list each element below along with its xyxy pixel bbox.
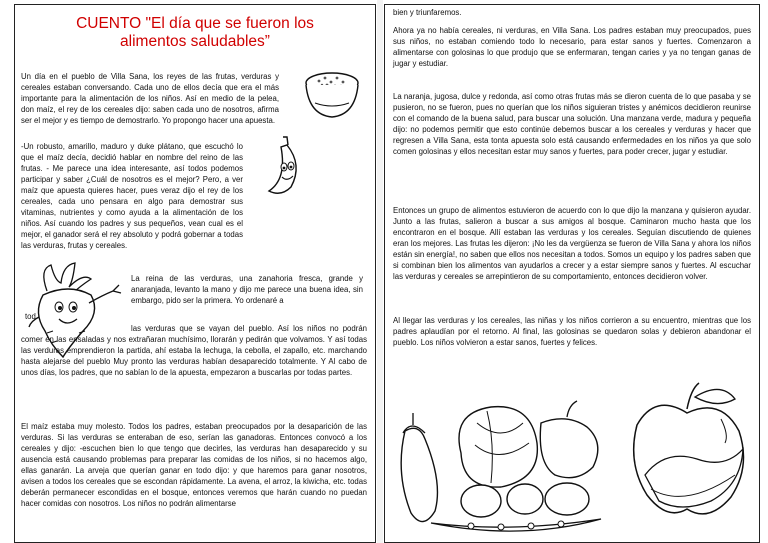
- story-title-line-2: alimentos saludables”: [120, 33, 270, 50]
- paragraph-1: Un día en el pueblo de Villa Sana, los reyes de las frutas, verduras y cereales estaban conversando. Cada uno de ellos decía que era el más importante para la alimentación de los niños. Así en medio de la pelea, don maíz, el rey de los cereales dijo: saben cada uno de nosotros, afirma ser el mejor y es tiempo de demostrarlo. Yo propongo hacer una apuesta.: [21, 72, 279, 125]
- paragraph-r4: Al llegar las verduras y los cereales, las niñas y los niños corrieron a su encuentro, mientras que los padres aplaudían por el retorno. Al final, las golosinas se quedaron solas y debieron abandonar el pueblo. Los niños volvieron a estar sanos, fuertes y felices.: [393, 316, 751, 347]
- banana-illustration: [251, 133, 311, 199]
- paragraph-r2: La naranja, jugosa, dulce y redonda, así como otras frutas más se dieron cuenta de lo que pasaba y se pusieron, no se fueron, pues no querían que los niños siguieran tristes y anémicos decidieron reunirse con el comando de la buena salud, para buscar una solución. Una manzana verde, madura y pequeña dijo: no podemos permitir que esto continúe debemos buscar a los cereales y verduras y hacer que regresen a Villa Sana, esta tonta apuesta solo está causando enfermedades en los niños ya que solo comen golosinas y ellos necesitan estar muy sanos y fuertes, para poder crecer, jugar y estudiar.: [393, 92, 751, 156]
- paragraph-r1: Ahora ya no había cereales, ni verduras, en Villa Sana. Los padres estaban muy preocupados, pues sus niños, no estaban comiendo todo lo necesario, para estar sanos y fuertes. Comenzaron a alimentarse con golosinas lo que produjo que se enfermaran, tengan caries y ya no tengan ganas de jugar y estudiar.: [393, 26, 751, 68]
- carrot-caption: tod: [25, 312, 36, 321]
- paragraph-r3: Entonces un grupo de alimentos estuvieron de acuerdo con lo que dijo la manzana y quisieron ayudar. Junto a las frutas, salieron a buscar a sus amigos al bosque. Caminaron mucho hasta que los encontraron en el bosque. Allí estaban las verduras y los cereales. Seguían discutiendo de quienes eran los mejores. Las frutas les dijeron: ¡No les da vergüenza se fueron de Villa Sana y ahora los niños están sin energía!, no saben que ellos nos necesitan a todos. Somos un equipo y los padres saben que si combinan bien los alimentos van ayudarlos a crecer y a estar siempre sanos y fuertes. Al escuchar las verduras y cereales se arrepintieron de su comportamiento, entonces decidieron volver.: [393, 206, 751, 281]
- vegetables-illustration: [391, 383, 613, 533]
- paragraph-r0: bien y triunfaremos.: [393, 8, 462, 17]
- story-title: [25, 15, 365, 51]
- page-gutter: [377, 0, 383, 543]
- story-title-line-1: CUENTO "El día que se fueron los: [76, 15, 314, 32]
- fruits-illustration: [625, 379, 755, 535]
- right-page: [384, 4, 760, 543]
- left-page: [14, 4, 376, 543]
- paragraph-3a: La reina de las verduras, una zanahoria fresca, grande y anaranjada, levanto la mano y dijo me parece una buena idea, sin embargo, pido ser la primera. Yo ordenaré a: [131, 274, 363, 305]
- paragraph-4: El maíz estaba muy molesto. Todos los padres, estaban preocupados por la desaparición de las verduras. Si las verduras se enteraban de eso, serían las ganadoras. Entonces convocó a los cereales y dijo: -escuchen bien lo que tengo que decirles, las verduras han desaparecido y su ausencia está causando problemas para preparar las comidas de los niños, si no hacemos algo, ellas ganarán. La arveja que querían ganar en todo dijo: y que haremos para ganar nosotros, avisen a todos los cereales que se escondan rápidamente. La avena, el arroz, la kiwicha, etc. todas deberán permanecer escondidas en el bosque, entonces veremos que harán cuando no puedan hacer comidas con nosotros. Los niños no podrán alimentarse: [21, 422, 367, 508]
- corn-bowl-illustration: [297, 63, 367, 129]
- paragraph-3b: las verduras que se vayan del pueblo. Así los niños no podrán comer en las ensaladas y nos extrañaran muchísimo, llorarán y pedirán que volvamos. Y así todas las verduras emprendieron la partida, ahí estaba la lechuga, la cebolla, el zapallo, etc. marchando hasta alejarse del pueblo Muy pronto las verduras habían desaparecido totalmente. Y Al cabo de unos días, los padres, que no sabían lo de la apuesta, empezaron a buscarlas por todas partes.: [21, 324, 367, 377]
- paragraph-2: -Un robusto, amarillo, maduro y duke plátano, que escuchó lo que el maíz decía, decidió hablar en nombre del reino de las frutas. - Me parece una idea interesante, así todos podemos participar y saber ¿Cuál de nosotros es el mejor? Pero, a ver maíz que apuesta quieres hacer, pues veraz dijo el rey de los cereales, cada uno pensara en algo para demostrar sus vitaminas, nutrientes y como ayuda a la alimentación de los niños. Así cuando los padres y sus pequeños, vean cual es el mejor, el ganador será el rey absoluto y podrá gobernar a todas las verduras, frutas y cereales.: [21, 142, 243, 250]
